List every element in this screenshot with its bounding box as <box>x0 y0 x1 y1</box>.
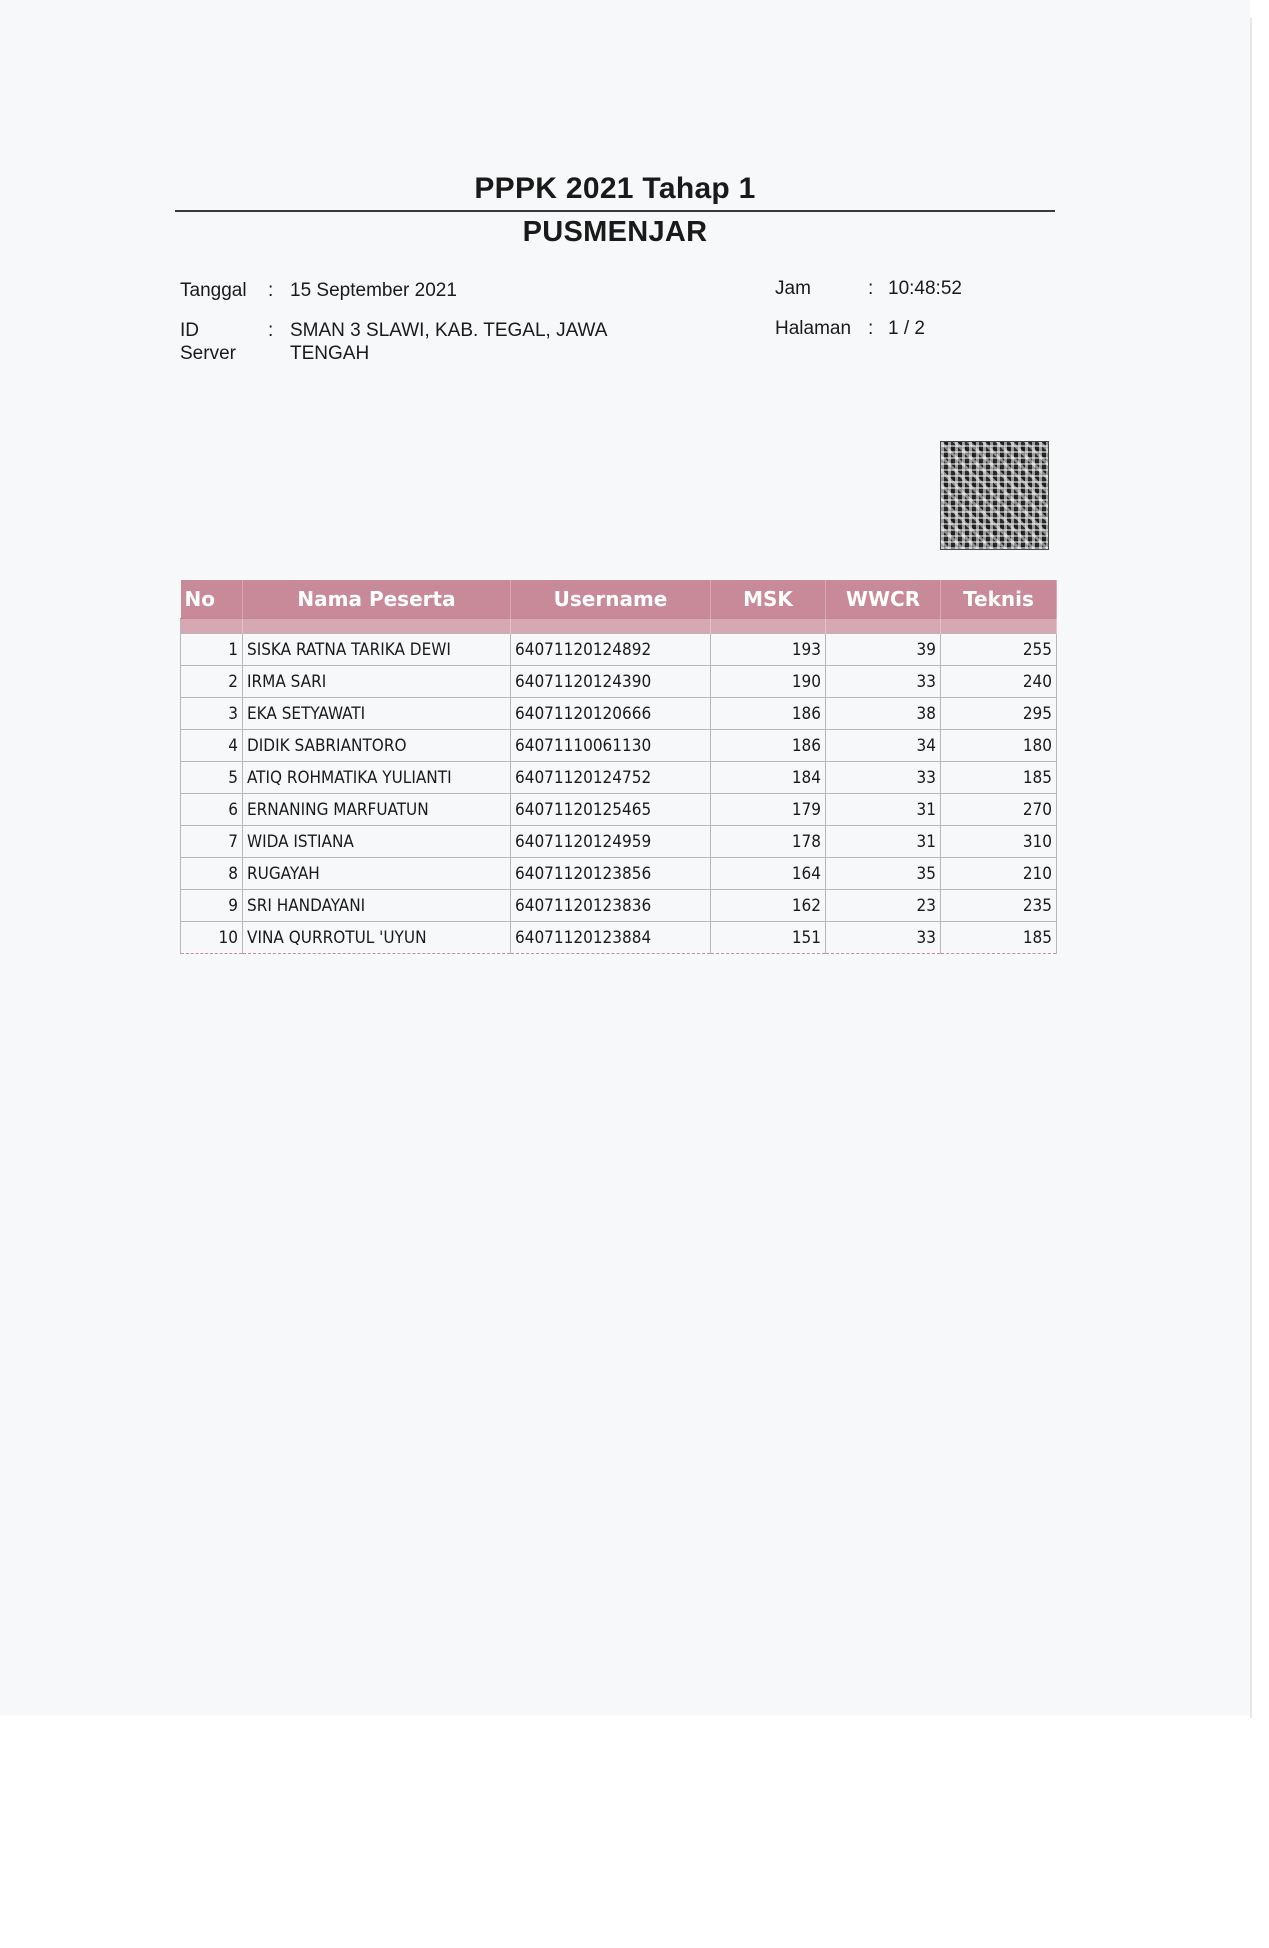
id-server-separator: : <box>268 320 274 341</box>
page-title: PPPK 2021 Tahap 1 <box>474 172 756 205</box>
halaman-value: 1 / 2 <box>888 318 925 339</box>
participant-score-table <box>180 580 1057 954</box>
cell-nama-peserta: RUGAYAH <box>243 858 511 890</box>
title-divider <box>175 210 1055 212</box>
column-header-nama-peserta: Nama Peserta <box>243 580 511 619</box>
cell-no: 7 <box>181 826 243 858</box>
cell-nama-peserta: SRI HANDAYANI <box>243 890 511 922</box>
cell-wwcr: 38 <box>826 698 941 730</box>
cell-wwcr: 33 <box>826 922 941 954</box>
id-server-value-line1: SMAN 3 SLAWI, KAB. TEGAL, JAWA <box>290 320 608 341</box>
cell-wwcr: 39 <box>826 634 941 666</box>
cell-teknis: 210 <box>941 858 1057 890</box>
table-row <box>181 922 1057 954</box>
column-header-msk: MSK <box>711 580 826 619</box>
jam-separator: : <box>868 278 874 299</box>
cell-wwcr: 23 <box>826 890 941 922</box>
cell-teknis: 240 <box>941 666 1057 698</box>
cell-msk: 164 <box>711 858 826 890</box>
table-row <box>181 794 1057 826</box>
cell-msk: 162 <box>711 890 826 922</box>
cell-no: 5 <box>181 762 243 794</box>
table-row <box>181 730 1057 762</box>
table-row <box>181 890 1057 922</box>
halaman-separator: : <box>868 318 874 339</box>
cell-teknis: 295 <box>941 698 1057 730</box>
cell-no: 9 <box>181 890 243 922</box>
cell-username: 64071120124390 <box>511 666 711 698</box>
cell-msk: 186 <box>711 698 826 730</box>
id-server-label-line2: Server <box>180 343 236 364</box>
cell-nama-peserta: WIDA ISTIANA <box>243 826 511 858</box>
column-header-username: Username <box>511 580 711 619</box>
table-row <box>181 858 1057 890</box>
page-edge <box>1250 18 1252 1718</box>
cell-no: 8 <box>181 858 243 890</box>
cell-username: 64071120124752 <box>511 762 711 794</box>
tanggal-label: Tanggal <box>180 280 247 301</box>
cell-nama-peserta: SISKA RATNA TARIKA DEWI <box>243 634 511 666</box>
column-header-no: No <box>181 580 243 619</box>
cell-wwcr: 31 <box>826 826 941 858</box>
cell-username: 64071120125465 <box>511 794 711 826</box>
cell-teknis: 310 <box>941 826 1057 858</box>
halaman-label: Halaman <box>775 318 852 339</box>
cell-nama-peserta: DIDIK SABRIANTORO <box>243 730 511 762</box>
cell-username: 64071120123836 <box>511 890 711 922</box>
cell-no: 10 <box>181 922 243 954</box>
cell-teknis: 180 <box>941 730 1057 762</box>
cell-msk: 193 <box>711 634 826 666</box>
cell-msk: 178 <box>711 826 826 858</box>
cell-username: 64071120124959 <box>511 826 711 858</box>
header-band <box>181 619 1057 634</box>
tanggal-separator: : <box>268 280 274 301</box>
cell-teknis: 185 <box>941 762 1057 794</box>
cell-msk: 190 <box>711 666 826 698</box>
cell-msk: 151 <box>711 922 826 954</box>
id-server-label-line1: ID <box>180 320 199 341</box>
cell-wwcr: 33 <box>826 666 941 698</box>
cell-username: 64071120123884 <box>511 922 711 954</box>
cell-no: 1 <box>181 634 243 666</box>
cell-username: 64071120123856 <box>511 858 711 890</box>
tanggal-value: 15 September 2021 <box>290 280 457 301</box>
cell-nama-peserta: VINA QURROTUL 'UYUN <box>243 922 511 954</box>
column-header-wwcr: WWCR <box>826 580 941 619</box>
cell-nama-peserta: EKA SETYAWATI <box>243 698 511 730</box>
cell-username: 64071110061130 <box>511 730 711 762</box>
table-row <box>181 698 1057 730</box>
cell-teknis: 235 <box>941 890 1057 922</box>
cell-wwcr: 35 <box>826 858 941 890</box>
cell-wwcr: 31 <box>826 794 941 826</box>
qr-code-image <box>940 441 1049 550</box>
cell-msk: 186 <box>711 730 826 762</box>
column-header-teknis: Teknis <box>941 580 1057 619</box>
cell-nama-peserta: IRMA SARI <box>243 666 511 698</box>
cell-wwcr: 34 <box>826 730 941 762</box>
table-header-row <box>181 580 1057 619</box>
cell-teknis: 270 <box>941 794 1057 826</box>
cell-msk: 179 <box>711 794 826 826</box>
page-subtitle: PUSMENJAR <box>522 216 708 248</box>
cell-nama-peserta: ATIQ ROHMATIKA YULIANTI <box>243 762 511 794</box>
cell-username: 64071120124892 <box>511 634 711 666</box>
cell-username: 64071120120666 <box>511 698 711 730</box>
jam-value: 10:48:52 <box>888 278 962 299</box>
cell-no: 4 <box>181 730 243 762</box>
table-row <box>181 762 1057 794</box>
cell-no: 3 <box>181 698 243 730</box>
cell-msk: 184 <box>711 762 826 794</box>
table-row <box>181 634 1057 666</box>
cell-no: 2 <box>181 666 243 698</box>
table-row <box>181 826 1057 858</box>
cell-teknis: 255 <box>941 634 1057 666</box>
cell-nama-peserta: ERNANING MARFUATUN <box>243 794 511 826</box>
cell-teknis: 185 <box>941 922 1057 954</box>
jam-label: Jam <box>775 278 811 299</box>
cell-no: 6 <box>181 794 243 826</box>
id-server-value-line2: TENGAH <box>290 343 370 364</box>
cell-wwcr: 33 <box>826 762 941 794</box>
table-row <box>181 666 1057 698</box>
